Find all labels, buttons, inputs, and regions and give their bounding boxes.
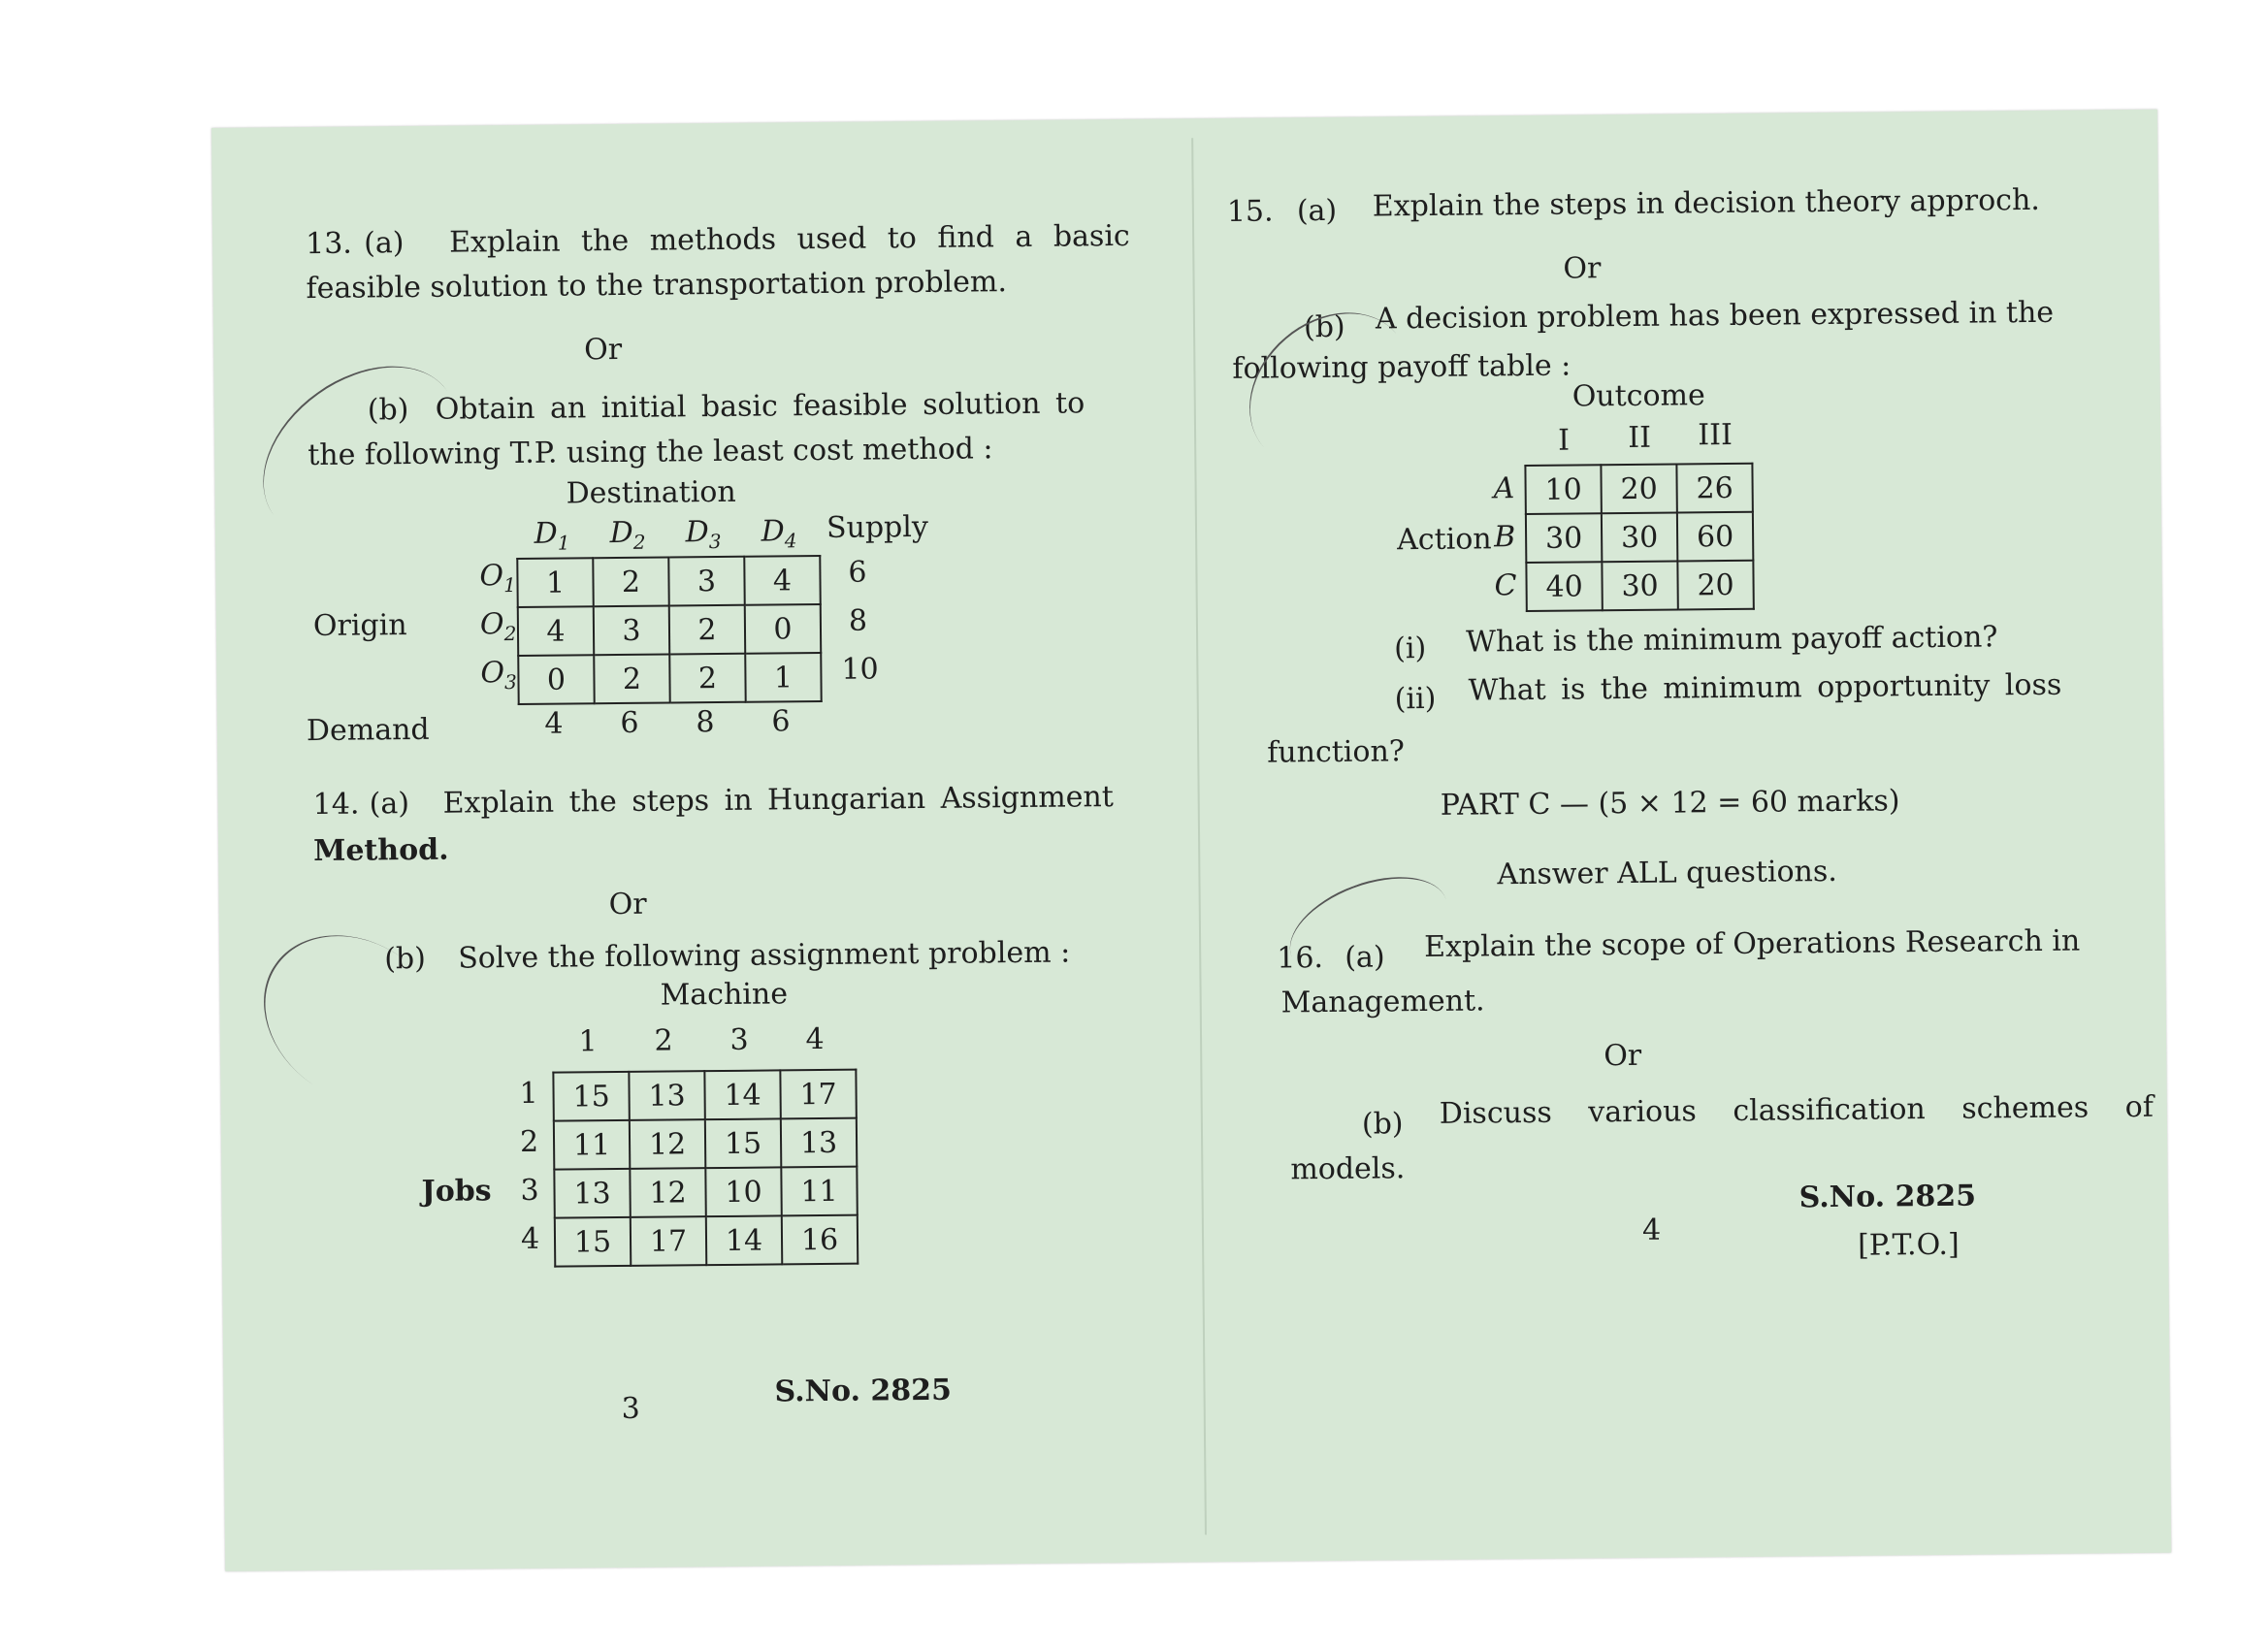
- ap-cell: 15: [555, 1217, 631, 1267]
- q15-i-label: (i): [1394, 631, 1427, 666]
- q14a-line2: Method.: [312, 832, 449, 869]
- tp-demand-value: 4: [544, 706, 564, 741]
- q16b-line1: Discuss various classification schemes of: [1439, 1089, 2155, 1131]
- ap-col: 2: [654, 1023, 673, 1058]
- page-number-left: 3: [621, 1391, 640, 1427]
- tp-cell: 2: [669, 654, 745, 703]
- ap-cell: 14: [704, 1070, 780, 1119]
- ap-col: 3: [729, 1022, 749, 1057]
- ap-cell: 13: [781, 1118, 857, 1168]
- ap-cell: 12: [630, 1168, 705, 1217]
- ap-cell: 14: [706, 1215, 782, 1265]
- payoff-cell: 20: [1601, 465, 1676, 514]
- q15-ii-label: (ii): [1394, 681, 1437, 717]
- q16b-label: (b): [1361, 1107, 1404, 1142]
- ap-cell: 11: [781, 1167, 857, 1216]
- q14b-label: (b): [384, 941, 427, 977]
- tp-cell: 1: [517, 558, 593, 607]
- part-c-heading: PART C — (5 × 12 = 60 marks): [1440, 784, 1900, 823]
- table-row: [554, 1118, 857, 1170]
- q15-i-text: What is the minimum payoff action?: [1465, 620, 1998, 660]
- tp-demand-value: 6: [771, 704, 791, 739]
- ap-cell: 10: [705, 1167, 781, 1216]
- tp-demand-label: Demand: [306, 712, 430, 749]
- ap-table-title: Machine: [660, 977, 789, 1013]
- q16b-line2: models.: [1290, 1151, 1406, 1187]
- table-row: [554, 1167, 857, 1218]
- payoff-cell: 60: [1677, 512, 1753, 562]
- q15-ii-text: What is the minimum opportunity loss: [1468, 667, 2062, 708]
- tp-row-o1: $O_1$: [479, 559, 516, 598]
- pencil-mark: [231, 331, 490, 575]
- tp-col-d4: $D_4$: [761, 514, 797, 553]
- ap-col: 4: [805, 1021, 825, 1057]
- table-row: [1526, 512, 1753, 563]
- ap-col: 1: [578, 1024, 598, 1059]
- tp-col-d2: $D_2$: [609, 515, 646, 554]
- q14a-line1: Explain the steps in Hungarian Assignment: [442, 780, 1114, 821]
- payoff-col: II: [1628, 420, 1652, 455]
- ap-cell: 15: [705, 1118, 781, 1168]
- payoff-cell: 30: [1526, 513, 1602, 563]
- q16-number: 16.: [1277, 941, 1324, 976]
- payoff-cell: 26: [1676, 464, 1752, 513]
- ap-row-label: 2: [519, 1124, 539, 1159]
- tp-cell: 0: [518, 655, 594, 704]
- table-row: [1526, 561, 1753, 611]
- transportation-table: [516, 555, 822, 705]
- tp-cell: 2: [594, 654, 669, 703]
- q13a-line1: Explain the methods used to find a basic: [448, 218, 1130, 260]
- q15-or: Or: [1563, 251, 1602, 286]
- tp-cell: 2: [593, 557, 668, 606]
- q14a-label: (a): [369, 787, 410, 822]
- q13-number: 13.: [305, 226, 353, 262]
- ap-cell: 12: [630, 1119, 705, 1169]
- q13-or: Or: [584, 332, 623, 368]
- pencil-mark: [231, 901, 480, 1140]
- q13a-label: (a): [363, 226, 405, 261]
- table-row: [555, 1215, 858, 1267]
- q16a-line2: Management.: [1280, 984, 1485, 1020]
- tp-cell: 2: [669, 605, 745, 655]
- tp-col-d3: $D_3$: [685, 515, 722, 554]
- ap-cell: 16: [782, 1215, 858, 1265]
- q15-number: 15.: [1226, 194, 1274, 229]
- q15b-line2: following payoff table :: [1232, 348, 1571, 386]
- tp-row-o2: $O_2$: [479, 607, 517, 646]
- tp-col-d1: $D_1$: [534, 516, 570, 555]
- ap-cell: 17: [631, 1216, 706, 1266]
- tp-cell: 0: [745, 604, 821, 654]
- tp-supply-value: 10: [841, 652, 879, 687]
- payoff-col: I: [1558, 423, 1571, 458]
- ap-cell: 11: [554, 1120, 630, 1170]
- q13b-line1: Obtain an initial basic feasible solution to: [435, 386, 1085, 427]
- q16-or: Or: [1604, 1038, 1642, 1074]
- payoff-table-title: Outcome: [1571, 378, 1705, 414]
- table-row: [1525, 464, 1752, 514]
- q13b-line2: the following T.P. using the least cost method :: [308, 432, 993, 473]
- tp-cell: 3: [594, 605, 669, 655]
- exam-sheet: [211, 110, 2171, 1571]
- payoff-row-label: A: [1493, 471, 1515, 506]
- q15b-line1: A decision problem has been expressed in the: [1375, 295, 2055, 337]
- pencil-mark: [1276, 857, 1461, 999]
- answer-all-instruction: Answer ALL questions.: [1497, 854, 1837, 892]
- q14-or: Or: [608, 887, 647, 922]
- ap-cell: 13: [629, 1071, 704, 1120]
- serial-number-left: S.No. 2825: [774, 1373, 953, 1409]
- payoff-table: [1524, 463, 1754, 612]
- ap-cell: 15: [553, 1072, 629, 1121]
- table-row: [553, 1070, 856, 1121]
- tp-supply-header: Supply: [826, 509, 928, 545]
- tp-table-title: Destination: [566, 474, 736, 511]
- tp-row-o3: $O_3$: [480, 656, 517, 695]
- payoff-row-label: B: [1493, 520, 1516, 555]
- payoff-cell: 40: [1526, 562, 1602, 611]
- ap-row-label: 1: [519, 1076, 538, 1111]
- tp-cell: 3: [668, 557, 744, 606]
- tp-cell: 4: [744, 556, 820, 605]
- assignment-table: [552, 1069, 859, 1268]
- q14-number: 14.: [312, 787, 360, 823]
- q14b-line1: Solve the following assignment problem :: [458, 935, 1071, 976]
- q16a-label: (a): [1345, 940, 1385, 975]
- payoff-action-label: Action: [1396, 522, 1492, 558]
- tp-origin-label: Origin: [312, 608, 407, 644]
- q13a-line2: feasible solution to the transportation problem.: [306, 265, 1008, 307]
- tp-supply-value: 6: [848, 555, 867, 590]
- tp-cell: 4: [518, 606, 594, 656]
- table-row: [517, 556, 820, 607]
- tp-demand-value: 8: [696, 705, 715, 740]
- q16a-line1: Explain the scope of Operations Research in: [1423, 923, 2081, 965]
- payoff-cell: 30: [1602, 562, 1677, 611]
- page-fold: [1191, 138, 1207, 1535]
- table-row: [518, 653, 821, 704]
- payoff-cell: 20: [1677, 561, 1753, 610]
- ap-cell: 13: [554, 1169, 630, 1218]
- ap-row-label: 3: [520, 1173, 539, 1208]
- ap-cell: 17: [780, 1070, 856, 1119]
- q15a-line1: Explain the steps in decision theory approch.: [1372, 182, 2041, 224]
- payoff-cell: 30: [1602, 513, 1677, 563]
- q15-ii-text2: function?: [1267, 734, 1406, 770]
- payoff-cell: 10: [1525, 465, 1601, 514]
- tp-supply-value: 8: [848, 603, 868, 638]
- tp-cell: 1: [745, 653, 821, 702]
- pto-label: [P.T.O.]: [1857, 1227, 1960, 1263]
- table-row: [518, 604, 821, 656]
- q15b-label: (b): [1303, 309, 1345, 345]
- q13b-label: (b): [367, 393, 409, 428]
- q15a-label: (a): [1296, 193, 1338, 229]
- serial-number-right: S.No. 2825: [1798, 1179, 1977, 1215]
- ap-row-label: 4: [520, 1221, 540, 1256]
- ap-jobs-label: Jobs: [421, 1174, 492, 1209]
- payoff-row-label: C: [1494, 568, 1517, 603]
- page-number-right: 4: [1641, 1212, 1662, 1247]
- tp-demand-value: 6: [620, 705, 639, 740]
- payoff-col: III: [1698, 417, 1733, 453]
